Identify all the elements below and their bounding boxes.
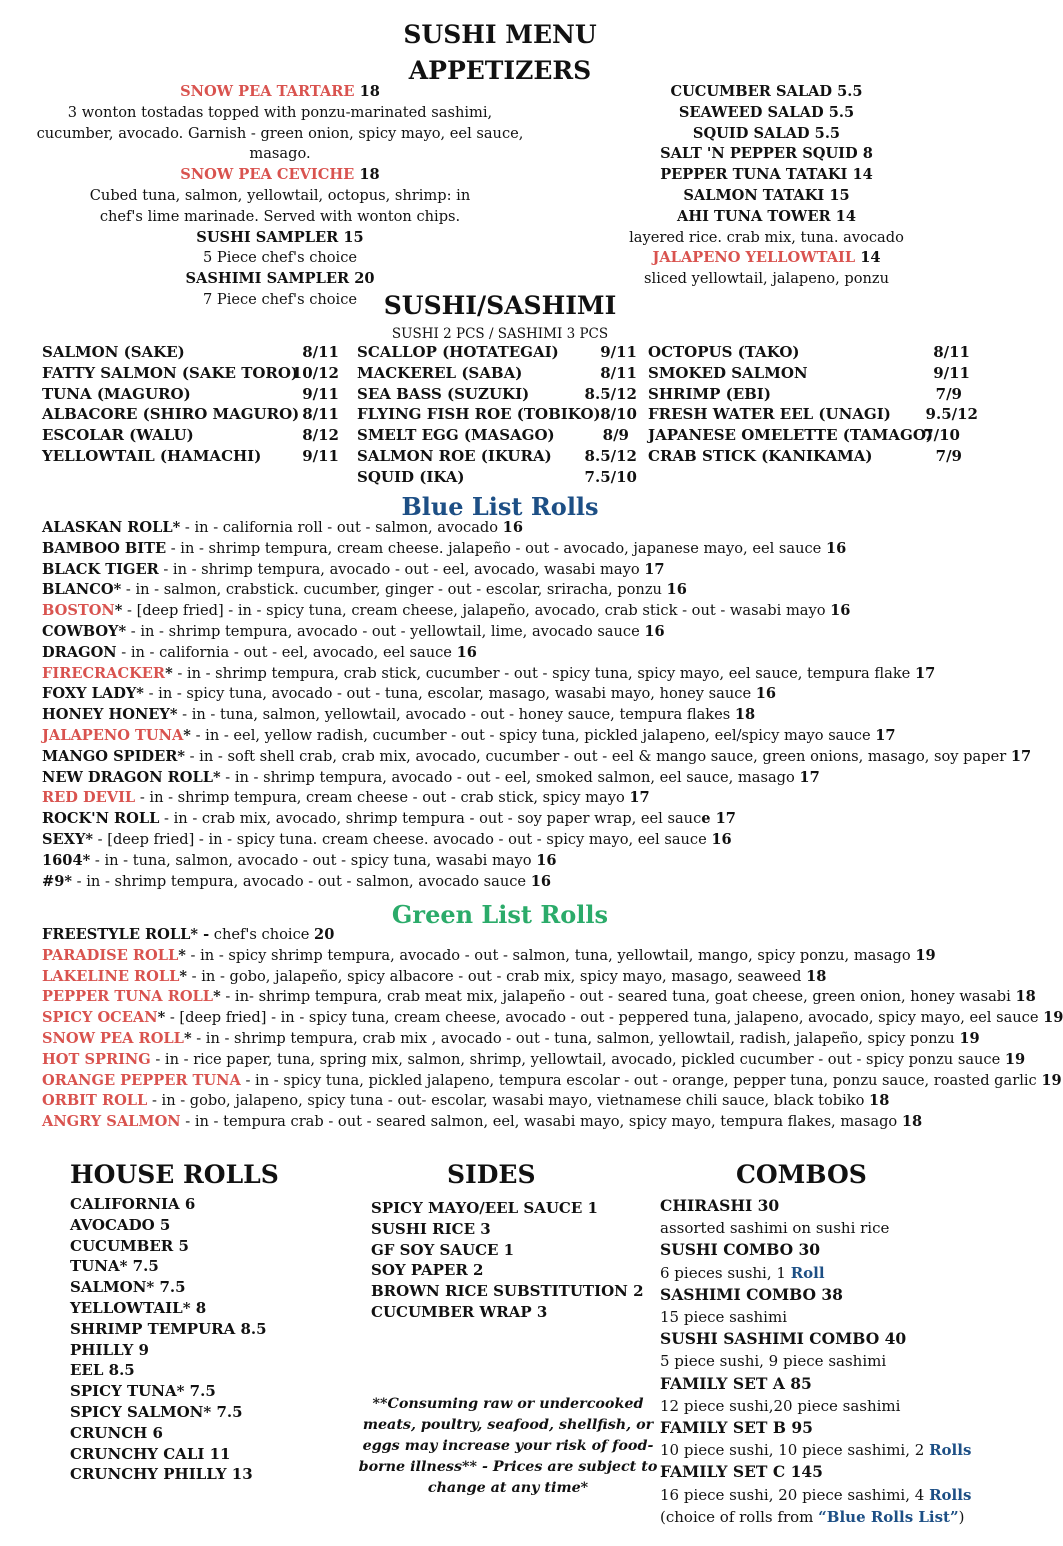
roll-item (42, 580, 992, 601)
roll-desc: - in - shrimp tempura, avocado - out - eel, avocado, wasabi mayo (158, 560, 645, 578)
sides-list (371, 1198, 644, 1323)
house-roll-item: AVOCADO 5 (70, 1215, 171, 1234)
roll-price: 18 (901, 1113, 923, 1131)
house-roll-item: EEL 8.5 (70, 1361, 135, 1380)
combos-list (660, 1195, 971, 1528)
side-item: SOY PAPER 2 (371, 1261, 484, 1280)
roll-name: COWBOY (42, 622, 119, 640)
roll-price: 16 (755, 685, 777, 703)
roll-mark: * (183, 726, 191, 744)
combo-desc-text: 16 piece sushi, 20 piece sashimi, 4 (660, 1485, 930, 1504)
appetizer-item: SEAWEED SALAD 5.5 (678, 103, 855, 121)
disclaimer: **Consuming raw or undercooked meats, poultry, seafood, shellfish, or eggs may increase your risk of food-borne illness** - Prices are subject to change at any time* (358, 1396, 658, 1496)
roll-desc: - in - tuna, salmon, yellowtail, avocado - out - honey sauce, tempura flakes (177, 706, 735, 724)
roll-item (42, 1050, 1026, 1071)
roll-name: 1604 (42, 851, 83, 869)
roll-price: 19 (1043, 1009, 1063, 1027)
combo-desc-text: 15 piece sashimi (660, 1308, 787, 1327)
roll-desc: - in - california roll - out - salmon, avocado (180, 519, 503, 536)
roll-name: BOSTON (42, 602, 115, 620)
roll-price: 18 (869, 1092, 890, 1110)
combo-desc-text: 6 pieces sushi, 1 (660, 1263, 791, 1282)
combo-name: FAMILY SET A 85 (660, 1373, 812, 1393)
roll-desc: - in - shrimp tempura, crab stick, cucumber - out - spicy tuna, spicy mayo, eel sauce, tempura flake (172, 664, 915, 682)
roll-name: ANGRY SALMON (42, 1113, 181, 1131)
roll-mark: * (183, 1029, 192, 1047)
appetizers-left (30, 82, 530, 311)
roll-desc: - in - soft shell crab, crab mix, avocado, cucumber - out - eel & mango sauce, green onions, masago, soy paper (184, 747, 1011, 765)
roll-item (42, 684, 992, 705)
house-roll-item: PHILLY 9 (70, 1340, 149, 1359)
sushi-column-1 (42, 342, 339, 467)
house-rolls-heading: HOUSE ROLLS (70, 1160, 279, 1189)
side-item: BROWN RICE SUBSTITUTION 2 (371, 1282, 644, 1301)
appetizer-item: JALAPENO YELLOWTAIL 14 (652, 249, 881, 267)
roll-mark: * (169, 706, 178, 724)
roll-name: #9 (42, 872, 65, 890)
roll-item (42, 705, 992, 726)
roll-price: 16 (830, 602, 851, 620)
sushi-row: FLYING FISH ROE (TOBIKO) 8/10 (357, 405, 637, 424)
roll-desc: - in - spicy shrimp tempura, avocado - out - salmon, tuna, yellowtail, mango, spicy ponzu, masago (185, 946, 916, 964)
roll-item (42, 851, 992, 872)
roll-mark: * (64, 872, 73, 890)
side-item: GF SOY SAUCE 1 (371, 1240, 515, 1259)
roll-price: 17 (629, 789, 650, 807)
house-roll-item: TUNA* 7.5 (70, 1257, 159, 1276)
combo-name: SASHIMI COMBO 38 (660, 1284, 843, 1304)
sushi-sashimi-heading: SUSHI/SASHIMI (383, 291, 617, 320)
roll-mark: * (85, 830, 94, 848)
roll-name: PARADISE ROLL (42, 946, 179, 964)
roll-desc: - in - shrimp tempura, cream cheese. jalapeño - out - avocado, japanese mayo, eel sauce (166, 539, 826, 557)
roll-item (42, 987, 1036, 1008)
roll-desc: - in - eel, yellow radish, cucumber - out - spicy tuna, pickled jalapeno, eel/spicy mayo sauce (190, 726, 876, 744)
sushi-row: ESCOLAR (WALU) 8/12 (42, 426, 339, 445)
sides-heading: SIDES (447, 1160, 536, 1189)
roll-name: ALASKAN ROLL (42, 519, 173, 536)
sushi-row: SQUID (IKA) 7.5/10 (357, 467, 637, 486)
roll-price: 17 (875, 726, 896, 744)
sushi-row: SMELT EGG (MASAGO) 8/9 (357, 426, 629, 445)
roll-mark: * (213, 988, 221, 1006)
roll-mark: * (178, 946, 186, 964)
roll-price: 18 (1015, 988, 1036, 1006)
roll-item (42, 967, 992, 988)
blue-list-rolls (42, 518, 1032, 892)
menu-title: SUSHI MENU (403, 20, 597, 49)
sushi-row: SALMON (SAKE) 8/11 (42, 343, 339, 361)
roll-mark: * (213, 768, 221, 786)
appetizer-item: SALMON TATAKI 15 (683, 186, 850, 204)
side-item: SPICY MAYO/EEL SAUCE 1 (371, 1199, 598, 1217)
roll-name: PEPPER TUNA ROLL (42, 988, 214, 1006)
roll-price: 19 (959, 1029, 980, 1047)
roll-item (42, 946, 992, 967)
roll-desc: - in - spicy tuna, avocado - out - tuna, escolar, masago, wasabi mayo, honey sauce (143, 685, 756, 703)
appetizer-item: AHI TUNA TOWER 14 (677, 207, 856, 225)
sushi-row: SMOKED SALMON 9/11 (648, 363, 970, 382)
roll-price: 19 (1041, 1071, 1062, 1089)
roll-desc: - in - salmon, crabstick. cucumber, ginger - out - escolar, sriracha, ponzu (121, 581, 667, 599)
sushi-row: CRAB STICK (KANIKAMA) 7/9 (648, 446, 962, 465)
combo-desc (660, 1439, 971, 1461)
combo-link: Rolls (929, 1441, 972, 1460)
combo-desc-text: 12 piece sushi,20 piece sashimi (660, 1396, 901, 1415)
roll-desc: - in - california - out - eel, avocado, eel sauce (116, 643, 457, 661)
roll-item (42, 1008, 1063, 1029)
combo-link: Roll (790, 1263, 825, 1282)
sushi-row: TUNA (MAGURO) 9/11 (42, 384, 339, 403)
roll-desc: - in - tuna, salmon, avocado - out - spicy tuna, wasabi mayo (90, 851, 537, 869)
combo-name: SUSHI SASHIMI COMBO 40 (660, 1329, 907, 1349)
roll-price: 16 (502, 519, 523, 536)
roll-item (42, 539, 992, 560)
house-rolls-list (70, 1194, 267, 1485)
combo-desc (660, 1395, 971, 1417)
sushi-row: SALMON ROE (IKURA) 8.5/12 (357, 446, 637, 465)
roll-name: ORBIT ROLL (42, 1092, 148, 1110)
roll-mark: * (177, 747, 185, 765)
roll-item (42, 664, 992, 685)
sushi-row: MACKEREL (SABA) 8/11 (357, 363, 637, 382)
roll-price: 16 (666, 581, 687, 599)
roll-mark: * (157, 1009, 166, 1027)
roll-desc: - in - gobo, jalapeño, spicy albacore - out - crab mix, spicy mayo, masago, seaweed (187, 967, 807, 985)
roll-mark: * - (190, 926, 210, 943)
roll-name: FOXY LADY (42, 685, 137, 703)
roll-desc: - [deep fried] - in - spicy tuna, cream cheese, avocado - out - peppered tuna, jalapeno, avocado, spicy mayo, eel sauce (165, 1009, 1044, 1027)
appetizer-desc: 7 Piece chef's choice (202, 290, 358, 308)
roll-price: 17 (644, 560, 665, 578)
roll-item (42, 643, 992, 664)
roll-item (42, 747, 1032, 768)
roll-name: NEW DRAGON ROLL (42, 768, 213, 786)
appetizer-item: SALT 'N PEPPER SQUID 8 (660, 145, 873, 163)
roll-name: FREESTYLE ROLL (42, 926, 191, 943)
roll-desc: - in - gobo, jalapeno, spicy tuna - out- escolar, wasabi mayo, vietnamese chili sauce, black tobiko (147, 1092, 870, 1110)
combo-note: (choice of rolls from “Blue Rolls List”) (660, 1507, 965, 1526)
combo-link: Rolls (929, 1485, 972, 1504)
roll-price: 18 (806, 967, 827, 985)
roll-name: MANGO SPIDER (42, 747, 178, 765)
appetizers-heading: APPETIZERS (408, 56, 592, 85)
roll-name: FIRECRACKER (42, 664, 166, 682)
roll-item (42, 726, 992, 747)
sushi-sashimi-subtitle: SUSHI 2 PCS / SASHIMI 3 PCS (391, 326, 609, 342)
roll-desc: chef's choice (209, 926, 315, 943)
roll-name: ORANGE PEPPER TUNA (42, 1071, 241, 1089)
appetizer-desc: sliced yellowtail, jalapeno, ponzu (644, 270, 889, 288)
roll-price: 17 (799, 768, 820, 786)
appetizer-item: SNOW PEA TARTARE 18 (180, 83, 380, 100)
roll-name: ROCK'N ROLL (42, 810, 160, 828)
combos-heading: COMBOS (736, 1160, 867, 1189)
roll-name: RED DEVIL (42, 789, 136, 807)
roll-desc: - in - shrimp tempura, avocado - out - yellowtail, lime, avocado sauce (126, 622, 645, 640)
roll-mark: * (179, 967, 188, 985)
appetizer-item: SUSHI SAMPLER 15 (196, 228, 364, 246)
roll-name: SNOW PEA ROLL (42, 1029, 184, 1047)
sushi-column-3 (648, 342, 978, 467)
roll-desc: - [deep fried] - in - spicy tuna, cream cheese, jalapeño, avocado, crab stick - out - wasabi mayo (122, 602, 831, 620)
green-list-heading: Green List Rolls (391, 900, 609, 929)
blue-list-heading: Blue List Rolls (401, 492, 599, 521)
sushi-row: ALBACORE (SHIRO MAGURO) 8/11 (42, 405, 339, 424)
roll-item (42, 872, 992, 893)
combo-name: FAMILY SET B 95 (660, 1418, 813, 1438)
roll-item (42, 601, 992, 622)
appetizer-desc: 3 wonton tostadas topped with ponzu-marinated sashimi, cucumber, avocado. Garnish - green onion, spicy mayo, eel sauce, masago. (36, 103, 524, 163)
roll-desc: - in- shrimp tempura, crab meat mix, jalapeño - out - seared tuna, goat cheese, green onion, honey wasabi (220, 988, 1016, 1006)
roll-price: 16 (825, 539, 847, 557)
combo-desc-text: 5 piece sushi, 9 piece sashimi (660, 1352, 887, 1371)
combo-name: CHIRASHI 30 (660, 1196, 780, 1215)
roll-desc: - in - shrimp tempura, avocado - out - salmon, avocado sauce (72, 872, 531, 890)
roll-price: 18 (734, 706, 756, 724)
roll-name: BLANCO (42, 581, 114, 599)
sushi-column-2 (357, 342, 637, 488)
roll-name: DRAGON (42, 643, 117, 661)
side-item: SUSHI RICE 3 (371, 1219, 491, 1238)
roll-desc: - in - crab mix, avocado, shrimp tempura - out - soy paper wrap, eel sauc (159, 810, 702, 828)
combo-desc-text: assorted sashimi on sushi rice (660, 1219, 890, 1238)
roll-desc: - in - shrimp tempura, cream cheese - out - crab stick, spicy mayo (135, 789, 630, 807)
roll-mark: * (136, 685, 144, 703)
roll-price: 17 (914, 664, 936, 682)
roll-price: 19 (915, 946, 936, 964)
roll-price: e 17 (701, 810, 736, 828)
appetizer-item: PEPPER TUNA TATAKI 14 (660, 166, 873, 184)
roll-item (42, 560, 992, 581)
roll-desc: - in - tempura crab - out - seared salmon, eel, wasabi mayo, spicy mayo, tempura flakes, masago (180, 1113, 902, 1131)
roll-price: 19 (1004, 1050, 1026, 1068)
roll-desc: - in - spicy tuna, pickled jalapeno, tempura escolar - out - orange, pepper tuna, ponzu sauce, roasted garlic (240, 1071, 1042, 1089)
roll-mark: * (118, 622, 127, 640)
combo-desc-text: 10 piece sushi, 10 piece sashimi, 2 (660, 1441, 930, 1460)
combo-name: SUSHI COMBO 30 (660, 1240, 821, 1260)
roll-item (42, 1071, 1062, 1092)
sushi-row: YELLOWTAIL (HAMACHI) 9/11 (42, 446, 339, 465)
house-roll-item: SHRIMP TEMPURA 8.5 (70, 1319, 267, 1338)
roll-name: HOT SPRING (42, 1050, 151, 1068)
roll-mark: * (172, 519, 181, 536)
combo-name: FAMILY SET C 145 (660, 1462, 823, 1482)
house-roll-item: SPICY SALMON* 7.5 (70, 1402, 243, 1421)
house-roll-item: CALIFORNIA 6 (70, 1195, 196, 1213)
sushi-row: OCTOPUS (TAKO) 8/11 (648, 343, 970, 361)
sushi-row: FATTY SALMON (SAKE TORO) 10/12 (42, 363, 339, 382)
roll-name: BAMBOO BITE (42, 539, 167, 557)
roll-item (42, 925, 992, 946)
roll-name: SPICY OCEAN (42, 1009, 158, 1027)
side-item: CUCUMBER WRAP 3 (371, 1302, 548, 1321)
appetizer-item: SQUID SALAD 5.5 (692, 124, 841, 142)
appetizers-right (610, 82, 923, 290)
roll-item (42, 788, 992, 809)
roll-mark: * (114, 602, 123, 620)
roll-desc: - in - rice paper, tuna, spring mix, salmon, shrimp, yellowtail, avocado, pickled cucumber - out - spicy ponzu sauce (150, 1050, 1005, 1068)
house-roll-item: SPICY TUNA* 7.5 (70, 1382, 216, 1401)
appetizer-item: SASHIMI SAMPLER 20 (185, 270, 375, 288)
appetizer-item: CUCUMBER SALAD 5.5 (670, 83, 863, 100)
sushi-row: FRESH WATER EEL (UNAGI) 9.5/12 (648, 405, 978, 424)
roll-name: JALAPENO TUNA (42, 726, 184, 744)
sushi-row: SEA BASS (SUZUKI) 8.5/12 (357, 384, 637, 403)
roll-item (42, 768, 992, 789)
sushi-row: JAPANESE OMELETTE (TAMAGO) 7/10 (648, 426, 960, 445)
roll-item (42, 1112, 992, 1133)
house-roll-item: CRUNCHY PHILLY 13 (70, 1465, 253, 1484)
roll-price: 16 (456, 643, 477, 661)
sushi-row: SHRIMP (EBI) 7/9 (648, 384, 962, 403)
roll-mark: * (113, 581, 122, 599)
roll-name: HONEY HONEY (42, 706, 170, 724)
roll-item (42, 1029, 992, 1050)
roll-price: 16 (711, 830, 732, 848)
combo-desc (660, 1262, 971, 1284)
roll-mark: * (82, 851, 91, 869)
roll-item (42, 1091, 992, 1112)
roll-item (42, 518, 992, 539)
roll-price: 16 (644, 622, 665, 640)
roll-name: SEXY (42, 830, 86, 848)
combo-desc (660, 1350, 971, 1372)
appetizer-desc: layered rice. crab mix, tuna. avocado (629, 228, 904, 246)
roll-name: LAKELINE ROLL (42, 967, 180, 985)
roll-desc: - [deep fried] - in - spicy tuna. cream cheese. avocado - out - spicy mayo, eel sauce (93, 830, 712, 848)
roll-price: 17 (1010, 747, 1032, 765)
appetizer-item: SNOW PEA CEVICHE 18 (180, 166, 380, 184)
roll-price: 16 (530, 872, 551, 890)
roll-mark: * (165, 664, 173, 682)
roll-desc: - in - shrimp tempura, crab mix , avocado - out - tuna, salmon, yellowtail, radish, jalapeño, spicy ponzu (191, 1029, 960, 1047)
appetizer-desc: 5 Piece chef's choice (202, 249, 358, 267)
combo-desc (660, 1484, 971, 1506)
house-roll-item: CRUNCHY CALI 11 (70, 1444, 231, 1463)
roll-item (42, 809, 992, 830)
sushi-row: SCALLOP (HOTATEGAI) 9/11 (357, 343, 637, 361)
roll-desc: - in - shrimp tempura, avocado - out - eel, smoked salmon, eel sauce, masago (220, 768, 800, 786)
roll-name: BLACK TIGER (42, 560, 159, 578)
roll-price: 20 (314, 926, 335, 943)
combo-desc (660, 1306, 971, 1328)
green-list-rolls (42, 925, 1063, 1133)
house-roll-item: CRUNCH 6 (70, 1423, 163, 1442)
roll-price: 16 (536, 851, 557, 869)
house-roll-item: CUCUMBER 5 (70, 1236, 189, 1255)
roll-item (42, 830, 992, 851)
house-roll-item: YELLOWTAIL* 8 (70, 1298, 207, 1317)
house-roll-item: SALMON* 7.5 (70, 1278, 186, 1297)
roll-item (42, 622, 992, 643)
combo-desc (660, 1217, 971, 1239)
appetizer-desc: Cubed tuna, salmon, yellowtail, octopus, shrimp: in chef's lime marinade. Served with wonton chips. (89, 186, 471, 225)
